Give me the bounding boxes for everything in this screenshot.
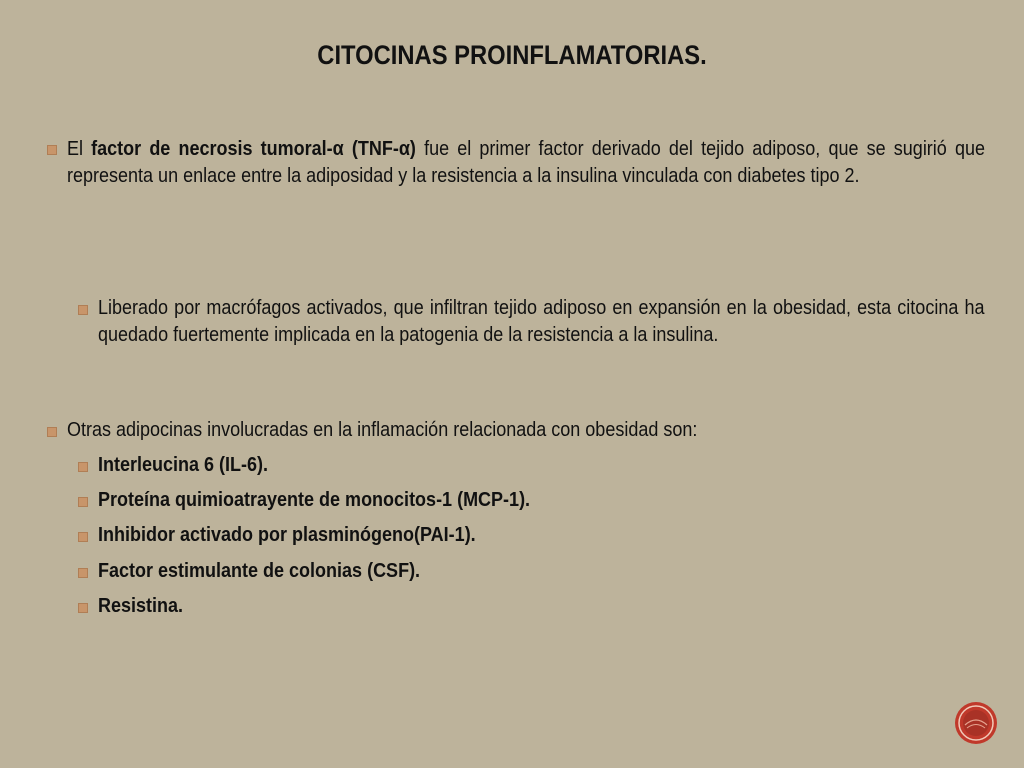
square-bullet-icon bbox=[47, 427, 57, 437]
bullet-tnf-bold: factor de necrosis tumoral-α (TNF-α) bbox=[91, 138, 416, 160]
square-bullet-icon bbox=[78, 305, 88, 315]
list-item-mcp1: Proteína quimioatrayente de monocitos-1 (MCP-1). bbox=[98, 489, 531, 511]
list-item-pai1: Inhibidor activado por plasminógeno(PAI-1). bbox=[98, 524, 476, 546]
slide-title: CITOCINAS PROINFLAMATORIAS. bbox=[317, 40, 707, 70]
square-bullet-icon bbox=[78, 603, 88, 613]
square-bullet-icon bbox=[78, 568, 88, 578]
square-bullet-icon bbox=[47, 145, 57, 155]
square-bullet-icon bbox=[78, 462, 88, 472]
bullet-tnf-alpha bbox=[67, 136, 985, 190]
bullet-macrophages: Liberado por macrófagos activados, que infiltran tejido adiposo en expansión en la obesidad, esta citocina ha quedado fuertemente implicada en la patogenia de la resistencia a la insulina. bbox=[98, 297, 985, 346]
circle-logo-icon bbox=[954, 701, 998, 745]
list-item-il6: Interleucina 6 (IL-6). bbox=[98, 454, 269, 476]
bullet-tnf-pre: El bbox=[67, 138, 92, 160]
square-bullet-icon bbox=[78, 497, 88, 507]
bullet-tnf-post: fue el primer factor derivado del tejido adiposo, que se sugirió que representa un enlace entre la adiposidad y la resistencia a la insulina vinculada con diabetes tipo 2. bbox=[67, 138, 986, 187]
square-bullet-icon bbox=[78, 532, 88, 542]
bullet-other-adipokines: Otras adipocinas involucradas en la inflamación relacionada con obesidad son: bbox=[67, 419, 698, 441]
list-item-resistina: Resistina. bbox=[98, 595, 184, 617]
list-item-csf: Factor estimulante de colonias (CSF). bbox=[98, 560, 421, 582]
